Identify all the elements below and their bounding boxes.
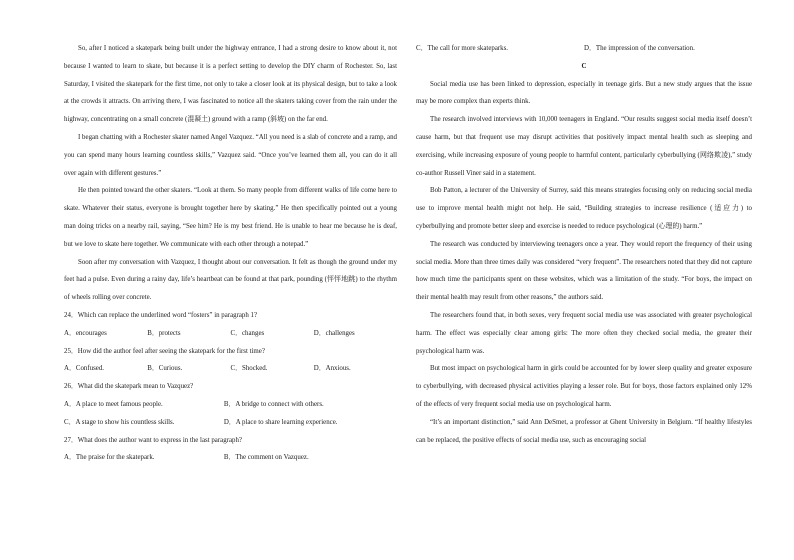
- question-24: [64, 307, 397, 343]
- question-stem: 27．What does the author want to express in the last paragraph?: [64, 436, 242, 444]
- passage-c-paragraph-6: But most impact on psychological harm in girls could be accounted for by lower sleep quality and greater exposure to cyberbullying, with decreased physical activities playing a lesser role. But for boys, those factors explained only 12% of the effects of very frequent social media use on psychological harm.: [416, 365, 752, 408]
- passage-paragraph-4: Soon after my conversation with Vazquez, I thought about our conversation. It felt as though the ground under my feet had a pulse. Even during a rainy day, life’s heartbeat can be found at that park, pounding (怦怦地跳) to the rhythm of wheels rolling over concrete.: [64, 258, 397, 302]
- question-stem: 25．How did the author feel after seeing the skatepark for the first time?: [64, 347, 265, 355]
- passage-c-paragraph-1: Social media use has been linked to depression, especially in teenage girls. But a new study argues that the issue may be more complex than experts think.: [416, 80, 752, 106]
- passage-paragraph-1: So, after I noticed a skatepark being built under the highway entrance, I had a strong desire to know about it, not because I wanted to learn to skate, but because it is a perfect setting to develop the DIY charm of Rochester. So, last Saturday, I visited the skatepark for the first time, not only to take a closer look at its physical design, but to take a look at the crowds it attracts. On arriving there, I was fascinated to notice all the skaters taking cover from the rain under the highway, concentrating on a small concrete (混凝土) ground with a ramp (斜坡) on the far end.: [64, 45, 397, 124]
- answer-options-row-1: [64, 449, 397, 467]
- option-b[interactable]: B．The comment on Vazquez.: [223, 454, 309, 462]
- passage-c-paragraph-3: Bob Patton, a lecturer of the University of Surrey, said this means strategies focusing only on reducing social media use to improve mental health might not help. He said, “Building strategies to increase resilience (适应力) to cyberbullying and promote better sleep and exercise is needed to reduce psychological (心理的) harm.”: [416, 187, 752, 230]
- question-27: [64, 432, 397, 468]
- option-c[interactable]: C．A stage to show his countless skills.: [64, 418, 175, 426]
- section-heading: C: [581, 62, 587, 70]
- passage-c-paragraph-2: The research involved interviews with 10,000 teenagers in England. “Our results suggest social media itself doesn’t cause harm, but that frequent use may disrupt activities that positively impact mental health such as sleeping and exercising, while increasing exposure of young people to harmful content, particularly cyberbullying (网络欺凌),” study co-author Russell Viner said in a statement.: [416, 116, 752, 177]
- option-d[interactable]: D．Anxious.: [313, 365, 351, 373]
- option-a[interactable]: A．The praise for the skatepark.: [64, 454, 155, 462]
- passage-c-paragraph-4: The research was conducted by interviewing teenagers once a year. They would report the frequency of their using social media. More than three times daily was considered “very frequent”. The researchers noted that they did not capture how much time the participants spent on these websites, which was a limitation of the study. “For boys, the impact on their mental health may result from other reasons,” the authors said.: [416, 240, 752, 302]
- question-27-options-continued: [416, 40, 752, 58]
- question-25: [64, 343, 397, 379]
- option-a[interactable]: A．A place to meet famous people.: [64, 400, 163, 408]
- question-26: [64, 378, 397, 431]
- option-b[interactable]: B．protects: [147, 329, 181, 337]
- option-a[interactable]: A．encourages: [64, 329, 107, 337]
- option-c[interactable]: C．Shocked.: [230, 365, 268, 373]
- option-c[interactable]: C．The call for more skateparks.: [416, 45, 509, 52]
- passage-c-paragraph-7: “It’s an important distinction,” said Ann DeSmet, a professor at Ghent University in Belgium. “If healthy lifestyles can be replaced, the positive effects of social media use, such as encouraging social: [416, 418, 752, 444]
- option-d[interactable]: D．The impression of the conversation.: [584, 45, 695, 52]
- option-c[interactable]: C．changes: [230, 329, 265, 337]
- answer-options: [64, 360, 397, 378]
- option-a[interactable]: A．Confused.: [64, 365, 105, 373]
- option-b[interactable]: B．Curious.: [147, 365, 183, 373]
- answer-options-row-1: [64, 396, 397, 414]
- answer-options-row-2: [64, 414, 397, 432]
- left-column: [64, 40, 397, 467]
- passage-paragraph-2: I began chatting with a Rochester skater named Angel Vazquez. “All you need is a slab of concrete and a ramp, and you can spend many hours learning countless skills,” Vazquez said. “Once you’ve learned them all, you can do it all over again with different gestures.”: [64, 133, 397, 177]
- question-stem: 26．What did the skatepark mean to Vazquez?: [64, 383, 194, 391]
- right-column: [416, 40, 752, 449]
- option-b[interactable]: B．A bridge to connect with others.: [223, 400, 324, 408]
- answer-options: [64, 325, 397, 343]
- option-d[interactable]: D．challenges: [313, 329, 355, 337]
- question-stem: 24．Which can replace the underlined word “fosters” in paragraph 1?: [64, 311, 258, 319]
- option-d[interactable]: D．A place to share learning experience.: [223, 418, 338, 426]
- passage-paragraph-3: He then pointed toward the other skaters. “Look at them. So many people from different walks of life come here to skate. Whatever their status, everyone is brought together here by skating.” He then specifically pointed out a young man doing tricks on a nearby rail, saying, “See him? He is my best friend. He is unable to hear me because he is deaf, but we love to skate here together. We communicate with each other through a notepad.”: [64, 187, 397, 248]
- passage-c-paragraph-5: The researchers found that, in both sexes, very frequent social media use was associated with greater psychological harm. The effect was especially clear among girls: The more often they checked social media, the greater their psychological harm was.: [416, 311, 752, 355]
